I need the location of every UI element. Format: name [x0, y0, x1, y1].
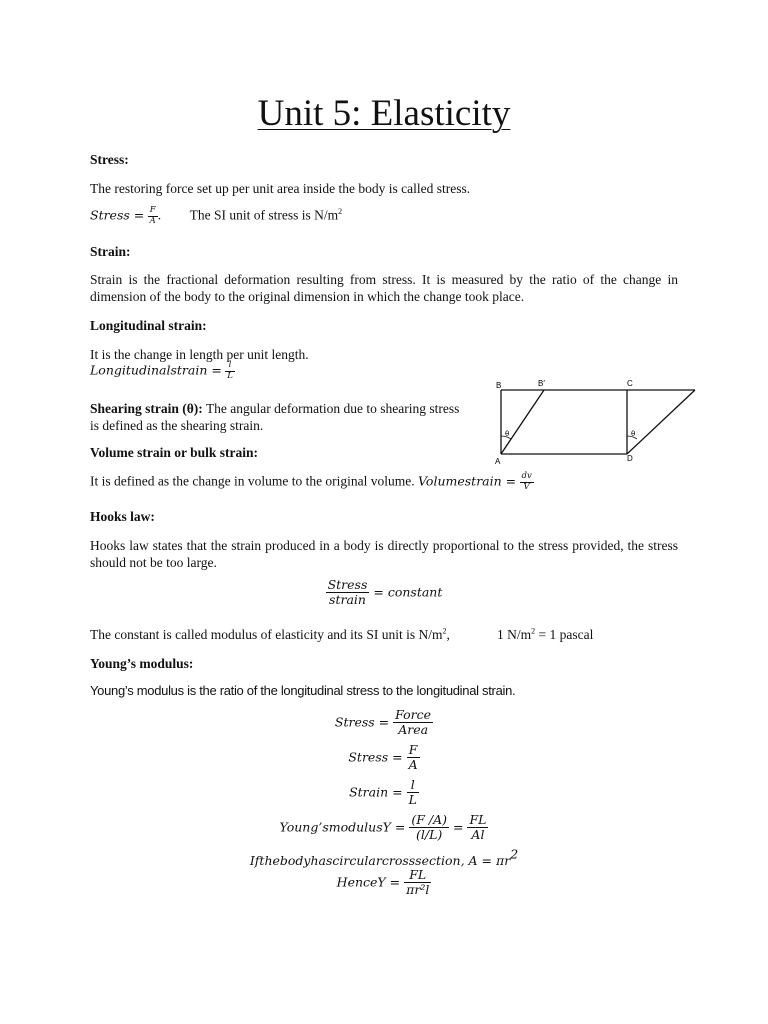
youngs-eq2-num: F [407, 743, 420, 758]
stress-heading: Stress: [90, 152, 129, 167]
hooks-pascal-sup: 2 [531, 626, 536, 636]
longitudinal-heading: Longitudinal strain: [90, 318, 207, 333]
youngs-eq2 [0, 743, 768, 773]
shearing-paragraph [90, 400, 482, 417]
youngs-eq5-text: Ifthebodyhascircularcrosssection, A = πr [249, 853, 511, 868]
volume-formula-den: V [523, 481, 530, 492]
hooks-constant-sup: 2 [442, 626, 447, 636]
shearing-heading: Shearing strain (θ): [90, 401, 203, 416]
youngs-eq6-lhs: HenceY = [336, 874, 401, 890]
diagram-label-c: C [627, 379, 633, 388]
youngs-eq5-sup: 2 [510, 846, 519, 862]
hooks-eq-rhs: = constant [373, 584, 443, 600]
strain-definition: Strain is the fractional deformation resulting from stress. It is measured by the ratio of the change in dimension of the body to the original dimension in which the change took place. [90, 272, 678, 304]
longitudinal-definition: It is the change in length per unit length. [90, 347, 309, 362]
youngs-heading: Young’s modulus: [90, 656, 194, 671]
youngs-eq4-den2: Al [471, 827, 485, 843]
hooks-equation [0, 578, 768, 608]
youngs-eq4-lhs: Young’smodulusY = [279, 819, 406, 835]
youngs-eq6 [0, 868, 768, 898]
hooks-constant-text: The constant is called modulus of elasticity and its SI unit is N/m [90, 627, 443, 642]
diagram-sheared-left [501, 390, 544, 454]
shear-diagram [490, 375, 700, 470]
volume-definition: It is defined as the change in volume to the original volume. [90, 473, 415, 489]
shearing-definition: The angular deformation due to shearing stress [205, 401, 460, 416]
hooks-eq-fraction [326, 578, 370, 608]
youngs-eq3 [0, 778, 768, 808]
longitudinal-formula-lhs: Longitudinalstrain = [90, 362, 222, 378]
youngs-eq2-lhs: Stress = [348, 749, 403, 765]
stress-definition: The restoring force set up per unit area inside the body is called stress. [90, 181, 471, 196]
diagram-label-a: A [495, 457, 501, 466]
youngs-eq4-den1: (l/L) [416, 827, 443, 843]
youngs-eq1-lhs: Stress = [334, 714, 390, 730]
hooks-eq-den: strain [329, 592, 366, 608]
strain-heading: Strain: [90, 244, 131, 259]
youngs-eq3-num: l [407, 778, 419, 793]
youngs-eq4-num2: FL [469, 812, 487, 827]
hooks-heading: Hooks law: [90, 509, 155, 524]
longitudinal-formula-num: l [225, 361, 235, 372]
youngs-eq4-num1: (F /A) [411, 812, 447, 827]
volume-formula-num: dv [521, 471, 532, 481]
volume-formula-lhs: Volumestrain = [418, 473, 517, 489]
diagram-label-b: B [496, 381, 502, 390]
longitudinal-formula-den: L [227, 370, 233, 381]
stress-formula-end: . [157, 207, 162, 223]
diagram-label-d: D [627, 454, 633, 463]
volume-heading: Volume strain or bulk strain: [90, 445, 259, 460]
youngs-eq3-lhs: Strain = [349, 784, 403, 800]
youngs-eq1 [0, 708, 768, 738]
youngs-eq6-den: πr²l [406, 882, 430, 898]
youngs-eq2-fraction [407, 743, 420, 773]
hooks-definition: Hooks law states that the strain produced in a body is directly proportional to the stress provided, the stress should not be too large. [90, 538, 678, 570]
youngs-eq1-den: Area [398, 722, 429, 738]
youngs-eq6-num: FL [404, 868, 431, 883]
stress-formula-line [90, 206, 342, 227]
youngs-eq4-fraction2 [467, 813, 488, 843]
youngs-definition: Young’s modulus is the ratio of the longitudinal stress to the longitudinal strain. [90, 683, 516, 698]
hooks-pascal [497, 626, 593, 643]
youngs-eq4-eq: = [452, 819, 464, 835]
shearing-definition-line2: is defined as the shearing strain. [90, 418, 264, 433]
stress-formula-fraction [148, 206, 158, 227]
hooks-pascal-a: 1 N/m [497, 627, 532, 642]
diagram-theta-right: θ [631, 430, 636, 438]
hooks-pascal-b: = 1 pascal [535, 627, 594, 642]
diagram-sheared-right [627, 390, 695, 454]
volume-definition-line [90, 472, 534, 493]
youngs-eq4 [0, 813, 768, 843]
hooks-constant-line [90, 626, 450, 643]
diagram-label-b-prime: B′ [538, 379, 545, 388]
stress-si-sup: 2 [338, 206, 343, 216]
longitudinal-formula-fraction [225, 361, 235, 382]
stress-si-unit: The SI unit of stress is N/m [189, 207, 339, 223]
page-title: Unit 5: Elasticity [257, 93, 511, 134]
youngs-eq1-fraction [393, 708, 433, 738]
youngs-eq3-fraction [407, 778, 419, 808]
youngs-eq3-den: L [408, 792, 417, 808]
stress-formula-lhs: Stress = [90, 207, 145, 223]
hooks-eq-num: Stress [327, 577, 368, 592]
diagram-theta-left: θ [505, 430, 510, 438]
stress-formula-num: F [148, 206, 158, 217]
youngs-eq1-num: Force [395, 707, 432, 722]
hooks-constant-comma: , [446, 627, 450, 642]
stress-formula-den: A [149, 215, 156, 226]
longitudinal-formula [90, 361, 235, 382]
youngs-eq2-den: A [408, 757, 418, 773]
youngs-eq6-fraction [404, 868, 431, 898]
youngs-eq4-fraction1 [409, 813, 449, 843]
volume-formula-fraction [520, 472, 534, 493]
